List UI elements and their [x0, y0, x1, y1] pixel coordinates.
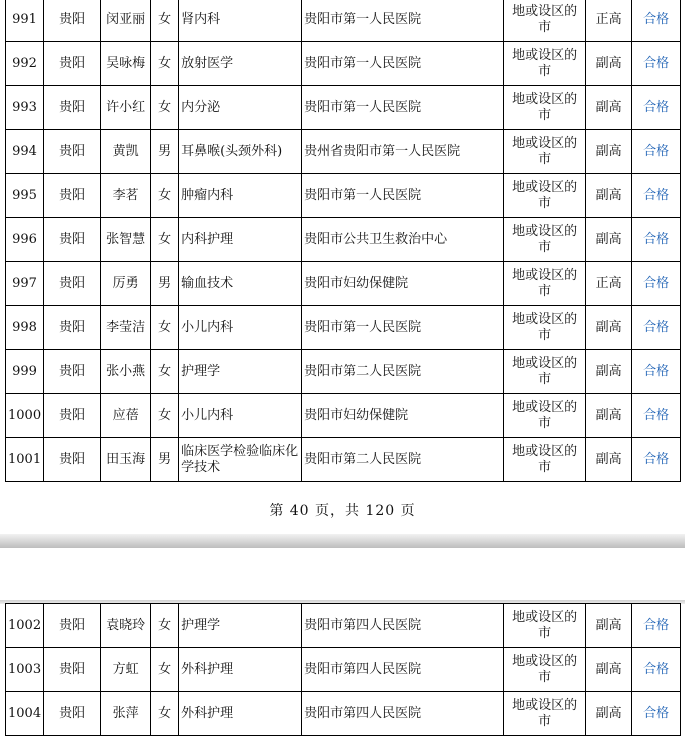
gender-cell: 女	[151, 692, 179, 736]
table-row	[6, 86, 681, 130]
rank-cell: 正高	[586, 0, 632, 42]
result-cell[interactable]: 合格	[632, 306, 681, 350]
result-cell[interactable]: 合格	[632, 648, 681, 692]
page-separator	[0, 534, 685, 604]
row-number: 992	[6, 42, 44, 86]
result-cell[interactable]: 合格	[632, 604, 681, 648]
result-cell[interactable]: 合格	[632, 86, 681, 130]
organization-cell: 贵阳市第四人民医院	[302, 692, 504, 736]
result-cell[interactable]: 合格	[632, 438, 681, 482]
results-table-page-41	[5, 603, 681, 736]
table-row	[6, 306, 681, 350]
table-row	[6, 648, 681, 692]
table-row	[6, 604, 681, 648]
organization-cell: 贵阳市第一人民医院	[302, 86, 504, 130]
level-cell: 地或设区的市	[504, 42, 586, 86]
row-number: 1000	[6, 394, 44, 438]
city-cell: 贵阳	[44, 218, 101, 262]
row-number: 994	[6, 130, 44, 174]
gender-cell: 女	[151, 174, 179, 218]
city-cell: 贵阳	[44, 438, 101, 482]
gender-cell: 女	[151, 42, 179, 86]
city-cell: 贵阳	[44, 648, 101, 692]
city-cell: 贵阳	[44, 604, 101, 648]
gender-cell: 女	[151, 0, 179, 42]
organization-cell: 贵阳市第一人民医院	[302, 42, 504, 86]
gender-cell: 女	[151, 350, 179, 394]
organization-cell: 贵阳市第四人民医院	[302, 648, 504, 692]
name-cell: 张小燕	[101, 350, 151, 394]
row-number: 1002	[6, 604, 44, 648]
table-row	[6, 692, 681, 736]
row-number: 993	[6, 86, 44, 130]
gender-cell: 女	[151, 86, 179, 130]
gender-cell: 女	[151, 648, 179, 692]
organization-cell: 贵阳市第四人民医院	[302, 604, 504, 648]
major-cell: 内科护理	[179, 218, 302, 262]
level-cell: 地或设区的市	[504, 692, 586, 736]
rank-cell: 副高	[586, 438, 632, 482]
rank-cell: 副高	[586, 604, 632, 648]
result-cell[interactable]: 合格	[632, 0, 681, 42]
level-cell: 地或设区的市	[504, 306, 586, 350]
major-cell: 护理学	[179, 604, 302, 648]
table-row	[6, 42, 681, 86]
result-cell[interactable]: 合格	[632, 174, 681, 218]
name-cell: 张萍	[101, 692, 151, 736]
name-cell: 闵亚丽	[101, 0, 151, 42]
table-row	[6, 218, 681, 262]
rank-cell: 正高	[586, 262, 632, 306]
row-number: 996	[6, 218, 44, 262]
organization-cell: 贵阳市公共卫生救治中心	[302, 218, 504, 262]
organization-cell: 贵阳市第一人民医院	[302, 174, 504, 218]
rank-cell: 副高	[586, 42, 632, 86]
rank-cell: 副高	[586, 174, 632, 218]
organization-cell: 贵阳市妇幼保健院	[302, 262, 504, 306]
name-cell: 应蓓	[101, 394, 151, 438]
name-cell: 方虹	[101, 648, 151, 692]
rank-cell: 副高	[586, 394, 632, 438]
gender-cell: 女	[151, 306, 179, 350]
name-cell: 袁晓玲	[101, 604, 151, 648]
city-cell: 贵阳	[44, 42, 101, 86]
table-row	[6, 0, 681, 42]
level-cell: 地或设区的市	[504, 648, 586, 692]
organization-cell: 贵阳市第一人民医院	[302, 306, 504, 350]
row-number: 998	[6, 306, 44, 350]
level-cell: 地或设区的市	[504, 174, 586, 218]
level-cell: 地或设区的市	[504, 438, 586, 482]
city-cell: 贵阳	[44, 394, 101, 438]
major-cell: 耳鼻喉(头颈外科)	[179, 130, 302, 174]
major-cell: 外科护理	[179, 648, 302, 692]
major-cell: 放射医学	[179, 42, 302, 86]
gender-cell: 女	[151, 394, 179, 438]
page-number-footer: 第 40 页，共 120 页	[269, 503, 416, 519]
organization-cell: 贵阳市妇幼保健院	[302, 394, 504, 438]
city-cell: 贵阳	[44, 174, 101, 218]
row-number: 1004	[6, 692, 44, 736]
result-cell[interactable]: 合格	[632, 130, 681, 174]
row-number: 999	[6, 350, 44, 394]
result-cell[interactable]: 合格	[632, 394, 681, 438]
results-table-page-40	[5, 0, 681, 482]
name-cell: 田玉海	[101, 438, 151, 482]
major-cell: 小儿内科	[179, 394, 302, 438]
organization-cell: 贵州省贵阳市第一人民医院	[302, 130, 504, 174]
row-number: 1001	[6, 438, 44, 482]
table-row	[6, 394, 681, 438]
name-cell: 许小红	[101, 86, 151, 130]
city-cell: 贵阳	[44, 692, 101, 736]
result-cell[interactable]: 合格	[632, 262, 681, 306]
major-cell: 肾内科	[179, 0, 302, 42]
major-cell: 输血技术	[179, 262, 302, 306]
city-cell: 贵阳	[44, 306, 101, 350]
rank-cell: 副高	[586, 86, 632, 130]
gender-cell: 男	[151, 130, 179, 174]
city-cell: 贵阳	[44, 262, 101, 306]
name-cell: 李莹洁	[101, 306, 151, 350]
major-cell: 临床医学检验临床化学技术	[179, 438, 302, 482]
rank-cell: 副高	[586, 648, 632, 692]
organization-cell: 贵阳市第一人民医院	[302, 0, 504, 42]
table-row	[6, 438, 681, 482]
rank-cell: 副高	[586, 692, 632, 736]
result-cell[interactable]: 合格	[632, 350, 681, 394]
table-row	[6, 262, 681, 306]
organization-cell: 贵阳市第二人民医院	[302, 350, 504, 394]
level-cell: 地或设区的市	[504, 130, 586, 174]
rank-cell: 副高	[586, 218, 632, 262]
major-cell: 小儿内科	[179, 306, 302, 350]
level-cell: 地或设区的市	[504, 218, 586, 262]
level-cell: 地或设区的市	[504, 604, 586, 648]
level-cell: 地或设区的市	[504, 0, 586, 42]
level-cell: 地或设区的市	[504, 350, 586, 394]
result-cell[interactable]: 合格	[632, 42, 681, 86]
rank-cell: 副高	[586, 350, 632, 394]
rank-cell: 副高	[586, 130, 632, 174]
result-cell[interactable]: 合格	[632, 218, 681, 262]
major-cell: 外科护理	[179, 692, 302, 736]
rank-cell: 副高	[586, 306, 632, 350]
name-cell: 李茗	[101, 174, 151, 218]
gender-cell: 女	[151, 218, 179, 262]
gender-cell: 男	[151, 438, 179, 482]
name-cell: 张智慧	[101, 218, 151, 262]
level-cell: 地或设区的市	[504, 86, 586, 130]
name-cell: 厉勇	[101, 262, 151, 306]
major-cell: 内分泌	[179, 86, 302, 130]
table-row	[6, 350, 681, 394]
row-number: 1003	[6, 648, 44, 692]
city-cell: 贵阳	[44, 130, 101, 174]
row-number: 997	[6, 262, 44, 306]
table-row	[6, 174, 681, 218]
major-cell: 肿瘤内科	[179, 174, 302, 218]
row-number: 991	[6, 0, 44, 42]
gender-cell: 女	[151, 604, 179, 648]
organization-cell: 贵阳市第二人民医院	[302, 438, 504, 482]
gender-cell: 男	[151, 262, 179, 306]
major-cell: 护理学	[179, 350, 302, 394]
city-cell: 贵阳	[44, 0, 101, 42]
city-cell: 贵阳	[44, 86, 101, 130]
row-number: 995	[6, 174, 44, 218]
table-row	[6, 130, 681, 174]
city-cell: 贵阳	[44, 350, 101, 394]
level-cell: 地或设区的市	[504, 262, 586, 306]
name-cell: 黄凯	[101, 130, 151, 174]
result-cell[interactable]: 合格	[632, 692, 681, 736]
level-cell: 地或设区的市	[504, 394, 586, 438]
name-cell: 吴咏梅	[101, 42, 151, 86]
